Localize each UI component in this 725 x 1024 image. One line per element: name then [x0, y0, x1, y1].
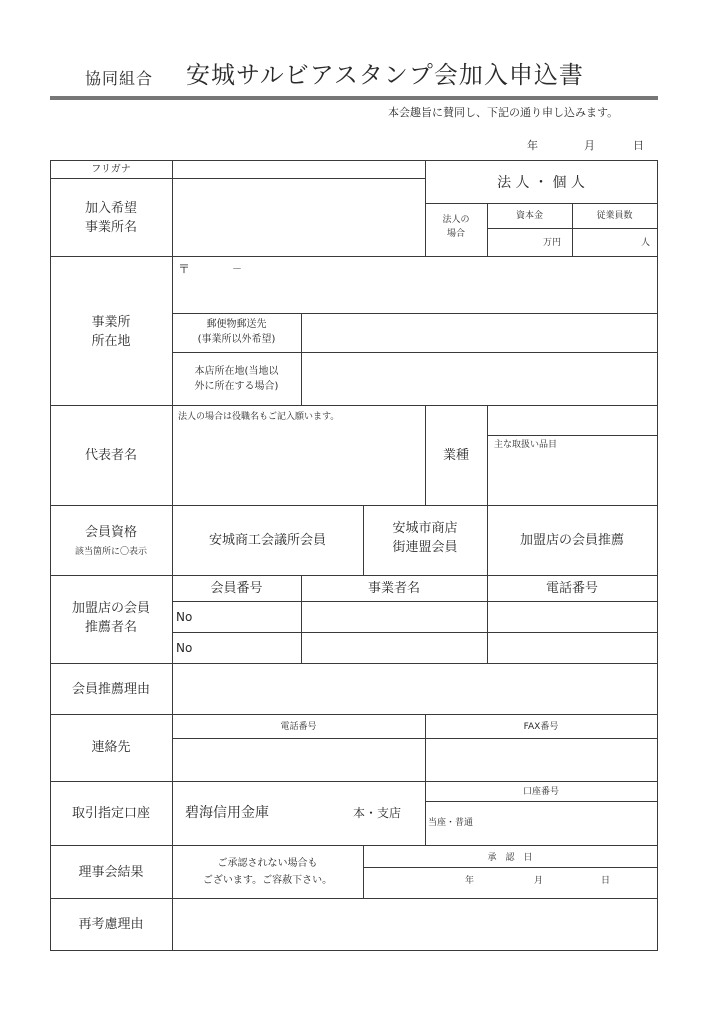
entity-type-selector[interactable]: 法 人 ・ 個 人	[497, 175, 585, 191]
membership-sublabel: 該当箇所に〇表示	[74, 547, 147, 557]
column-header-member-no: 会員番号	[210, 581, 263, 596]
applicant-name-field[interactable]	[173, 179, 425, 256]
org-type: 協同組合	[85, 69, 154, 88]
capital-unit: 万円	[543, 238, 562, 248]
account-type-selector[interactable]: 当座・普通	[428, 818, 474, 828]
approval-year-label: 年	[465, 876, 475, 886]
address-label	[50, 314, 172, 352]
section-divider-7	[50, 781, 658, 782]
contact-fax-field[interactable]	[426, 739, 657, 781]
form-title: 安城サルビアスタンプ会加入申込書	[186, 61, 584, 89]
date-day-label: 日	[633, 139, 644, 152]
corp-case-line1: 法人の	[442, 215, 470, 225]
reason-label: 会員推薦理由	[71, 682, 150, 697]
main-items-label: 主な取扱い品目	[494, 440, 558, 450]
address-label-line2: 所在地	[91, 333, 131, 349]
hq-label-line1: 本店所在地(当地以	[194, 366, 279, 377]
approval-date-field[interactable]	[364, 868, 657, 898]
corp-case-line2: 場合	[446, 229, 465, 240]
recommender-label-line1: 加盟店の会員	[71, 601, 150, 616]
member-no-field[interactable]	[200, 633, 300, 663]
contact-label: 連絡先	[91, 740, 131, 755]
board-result-label: 理事会結果	[78, 865, 144, 880]
address-field[interactable]	[173, 257, 657, 313]
applicant-label-line1: 加入希望	[84, 201, 137, 216]
employees-label: 従業員数	[596, 211, 633, 221]
section-divider-3	[50, 505, 658, 506]
industry-label: 業種	[442, 448, 469, 463]
mail-label-line2: (事業所以外希望)	[197, 334, 276, 345]
date-year-label: 年	[527, 139, 538, 152]
board-note-line1: ご承認されない場合も	[217, 858, 318, 869]
representative-note: 法人の場合は役職名もご記入願います。	[178, 412, 340, 422]
contact-fax-label: FAX番号	[523, 722, 559, 732]
approval-month-label: 月	[534, 876, 544, 886]
section-divider-6	[50, 714, 658, 715]
recommender-label-line2: 推薦者名	[84, 619, 137, 635]
column-header-business-name: 事業者名	[367, 581, 420, 596]
title-underline	[50, 96, 658, 100]
account-no-label: 口座番号	[522, 787, 559, 797]
phone-field[interactable]	[488, 602, 657, 632]
bank-name: 碧海信用金庫	[185, 805, 269, 821]
intro-text: 本会趣旨に賛同し、下記の通り申し込みます。	[388, 106, 619, 119]
representative-field[interactable]	[173, 425, 425, 505]
branch-name-field[interactable]	[290, 782, 350, 845]
column-header-phone: 電話番号	[545, 581, 598, 596]
business-name-field[interactable]	[302, 602, 487, 632]
capital-label: 資本金	[515, 211, 543, 221]
hq-address-label	[172, 364, 301, 394]
membership-option-chamber[interactable]: 安城商工会議所会員	[208, 533, 326, 548]
recommender-label	[50, 600, 172, 638]
membership-label: 会員資格	[84, 525, 137, 540]
furigana-field[interactable]	[173, 161, 425, 178]
account-no-field[interactable]	[490, 802, 657, 845]
applicant-label-line2: 事業所名	[84, 219, 137, 235]
postal-mark: 〒	[178, 262, 191, 276]
postal-dash: －	[232, 264, 242, 275]
board-note-line2: ございます。ご容赦下さい。	[202, 875, 333, 886]
reason-field[interactable]	[173, 664, 657, 714]
reconsider-field[interactable]	[173, 899, 657, 950]
table-border-bottom	[50, 950, 658, 951]
applicant-label	[50, 200, 172, 238]
hq-label-line2: 外に所在する場合)	[194, 381, 279, 392]
option2-line1: 安城市商店	[392, 521, 458, 536]
board-note	[172, 855, 363, 889]
table-border-right	[657, 160, 658, 951]
membership-option-shopping-street[interactable]	[363, 520, 487, 558]
industry-divider	[487, 435, 657, 436]
business-name-field[interactable]	[302, 633, 487, 663]
row-no-label: No	[176, 641, 193, 655]
hq-address-field[interactable]	[302, 353, 657, 405]
industry-field[interactable]	[488, 406, 657, 435]
row-no-label: No	[176, 610, 193, 624]
employees-unit: 人	[641, 238, 651, 248]
phone-field[interactable]	[488, 633, 657, 663]
mail-label-line1: 郵便物郵送先	[206, 319, 267, 330]
approval-date-label: 承 認 日	[487, 853, 533, 863]
option2-line2: 街連盟会員	[392, 539, 458, 555]
reconsider-label: 再考慮理由	[78, 917, 144, 932]
contact-phone-field[interactable]	[173, 739, 425, 781]
section-divider-8	[50, 845, 658, 846]
member-no-field[interactable]	[200, 602, 300, 632]
membership-option-recommendation[interactable]: 加盟店の会員推薦	[519, 533, 624, 548]
date-month-label: 月	[584, 139, 595, 152]
representative-label: 代表者名	[84, 448, 137, 463]
bank-label: 取引指定口座	[71, 806, 150, 821]
furigana-label: フリガナ	[91, 164, 131, 175]
main-items-field[interactable]	[488, 452, 657, 505]
branch-label: 本・支店	[353, 806, 402, 820]
mail-address-field[interactable]	[302, 314, 657, 352]
corp-case-label	[425, 213, 487, 242]
section-divider-4	[50, 575, 658, 576]
entity-divider	[425, 203, 657, 204]
address-label-line1: 事業所	[91, 315, 131, 330]
approval-day-label: 日	[601, 876, 611, 886]
mail-address-label	[172, 317, 301, 347]
contact-phone-label: 電話番号	[280, 722, 317, 732]
